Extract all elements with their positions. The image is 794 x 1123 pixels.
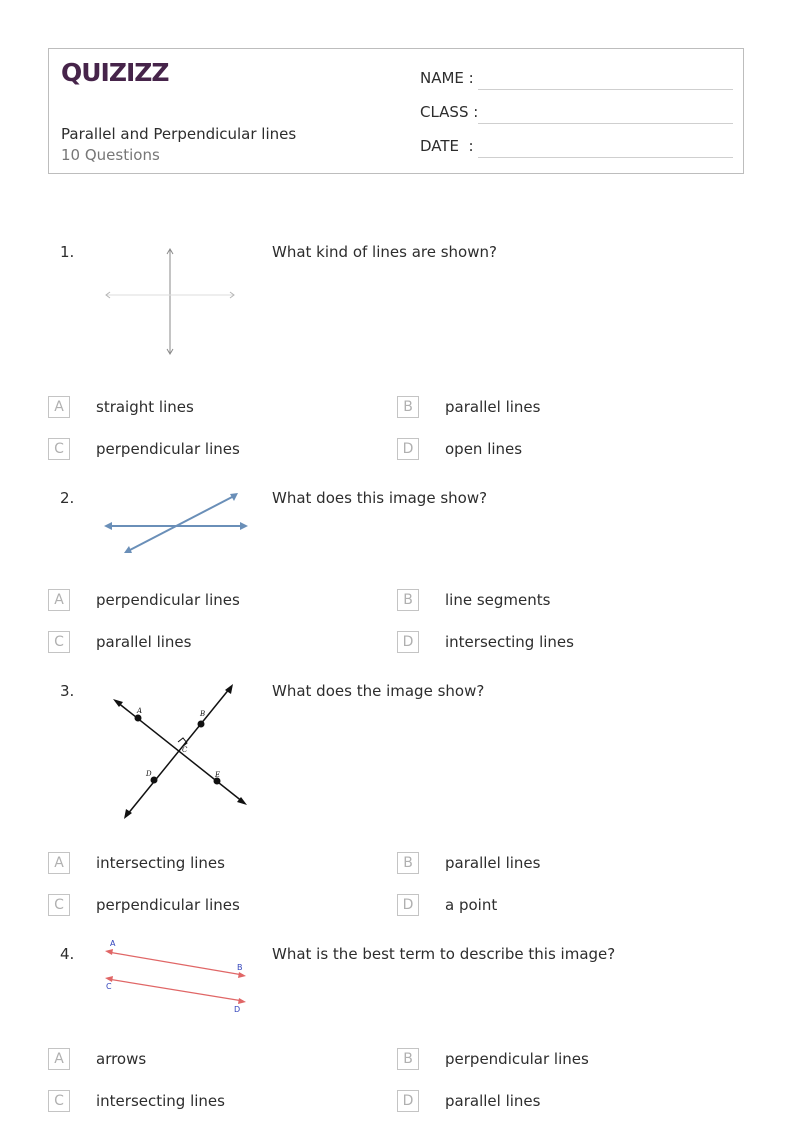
- option-box-c[interactable]: C: [48, 894, 70, 916]
- option-box-b[interactable]: B: [397, 1048, 419, 1070]
- option-box-d[interactable]: D: [397, 438, 419, 460]
- option-text-b: perpendicular lines: [445, 1050, 589, 1068]
- option-box-d[interactable]: D: [397, 631, 419, 653]
- option-box-a[interactable]: A: [48, 852, 70, 874]
- perpendicular-points-figure: [105, 680, 255, 825]
- class-label: CLASS :: [420, 103, 479, 121]
- date-field-line[interactable]: [478, 157, 733, 158]
- question-number: 4.: [60, 945, 75, 963]
- intersecting-lines-figure: [100, 488, 250, 558]
- option-box-c[interactable]: C: [48, 1090, 70, 1112]
- line-label-b: B: [237, 963, 243, 972]
- option-text-d: parallel lines: [445, 1092, 541, 1110]
- option-text-d: open lines: [445, 440, 523, 458]
- date-label: DATE :: [420, 137, 474, 155]
- question-number: 3.: [60, 682, 75, 700]
- line-label-c: C: [106, 982, 112, 991]
- option-box-b[interactable]: B: [397, 589, 419, 611]
- option-text-a: arrows: [96, 1050, 147, 1068]
- name-field-line[interactable]: [478, 89, 733, 90]
- option-text-d: intersecting lines: [445, 633, 574, 651]
- parallel-lines-figure: [100, 938, 252, 1016]
- option-box-a[interactable]: A: [48, 589, 70, 611]
- option-box-b[interactable]: B: [397, 852, 419, 874]
- point-label-c: C: [182, 746, 188, 754]
- option-box-b[interactable]: B: [397, 396, 419, 418]
- option-text-b: line segments: [445, 591, 551, 609]
- option-text-a: intersecting lines: [96, 854, 225, 872]
- option-box-c[interactable]: C: [48, 631, 70, 653]
- option-box-a[interactable]: A: [48, 396, 70, 418]
- name-label: NAME :: [420, 69, 474, 87]
- question-number: 2.: [60, 489, 75, 507]
- line-label-a: A: [110, 939, 116, 948]
- line-label-d: D: [234, 1005, 241, 1014]
- perpendicular-lines-figure: [100, 245, 245, 360]
- point-label-e: E: [215, 771, 221, 779]
- question-count: 10 Questions: [61, 146, 160, 164]
- option-text-a: perpendicular lines: [96, 591, 240, 609]
- option-text-d: a point: [445, 896, 498, 914]
- option-text-c: perpendicular lines: [96, 440, 240, 458]
- option-text-c: perpendicular lines: [96, 896, 240, 914]
- worksheet-title: Parallel and Perpendicular lines: [61, 125, 297, 143]
- point-label-a: A: [137, 707, 143, 715]
- option-text-a: straight lines: [96, 398, 194, 416]
- point-label-b: B: [200, 710, 206, 718]
- point-label-d: D: [146, 770, 152, 778]
- option-text-b: parallel lines: [445, 398, 541, 416]
- option-text-c: intersecting lines: [96, 1092, 225, 1110]
- option-box-c[interactable]: C: [48, 438, 70, 460]
- question-text: What kind of lines are shown?: [272, 243, 497, 261]
- class-field-line[interactable]: [478, 123, 733, 124]
- option-text-b: parallel lines: [445, 854, 541, 872]
- option-box-a[interactable]: A: [48, 1048, 70, 1070]
- question-text: What does the image show?: [272, 682, 485, 700]
- question-text: What is the best term to describe this image?: [272, 945, 616, 963]
- quizizz-logo: QUIZIZZ: [61, 58, 169, 87]
- option-box-d[interactable]: D: [397, 894, 419, 916]
- question-text: What does this image show?: [272, 489, 488, 507]
- option-text-c: parallel lines: [96, 633, 192, 651]
- option-box-d[interactable]: D: [397, 1090, 419, 1112]
- question-number: 1.: [60, 243, 75, 261]
